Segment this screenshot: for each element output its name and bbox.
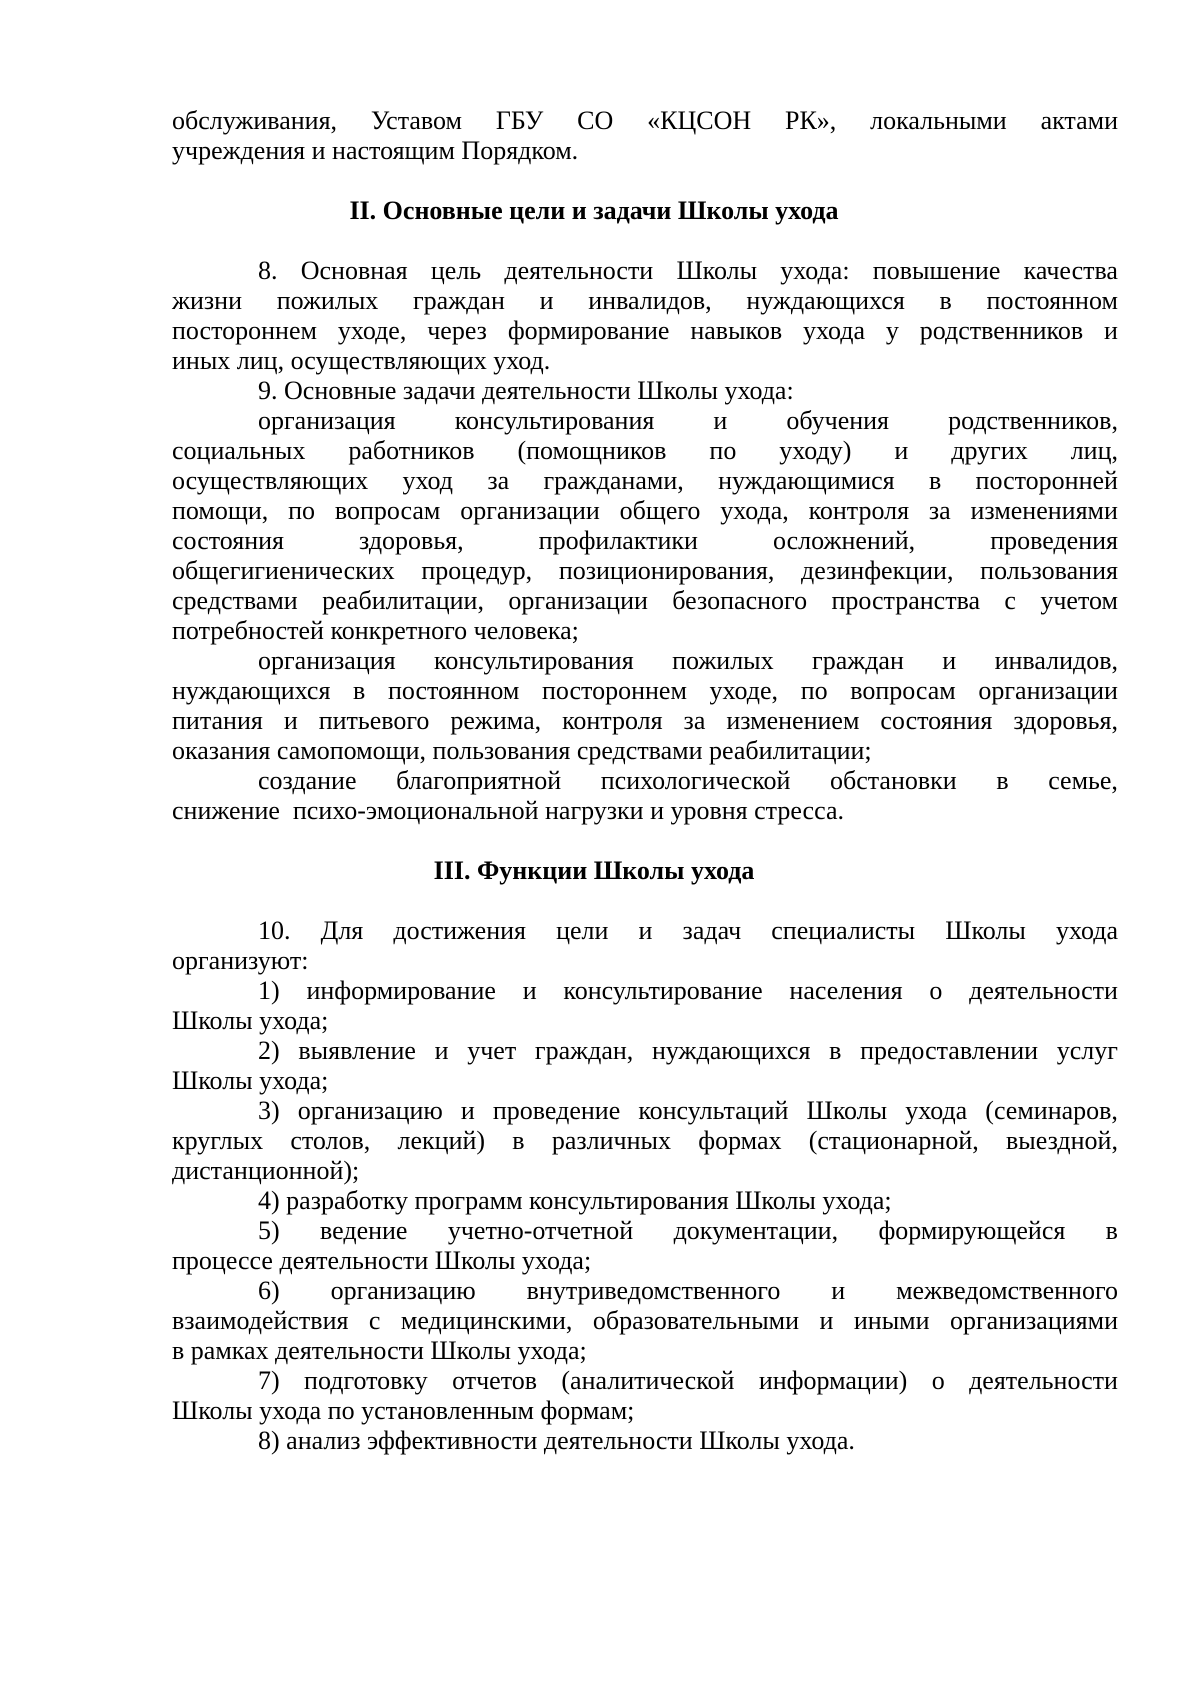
word: граждан, [534, 1036, 634, 1065]
text-line [172, 436, 1118, 466]
word: осуществляющих [172, 466, 369, 495]
text-line: Школы ухода; [172, 1006, 329, 1035]
list-item-6 [172, 1276, 1118, 1366]
text-line [172, 286, 1118, 316]
text-line [172, 706, 1118, 736]
word: создание [258, 766, 357, 795]
word: за [928, 496, 951, 525]
word: процедур, [421, 556, 533, 585]
word: здоровья, [359, 526, 464, 555]
word: (стационарной, [808, 1126, 979, 1155]
text-line [172, 496, 1118, 526]
word: 7) [258, 1366, 280, 1395]
text-line [172, 766, 1118, 796]
text-line: организуют: [172, 946, 309, 975]
section-heading: II. Основные цели и задачи Школы ухода [349, 196, 839, 225]
word: достижения [393, 916, 526, 945]
word: вопросам [850, 676, 956, 705]
word: Основная [300, 256, 408, 285]
word: образовательными [592, 1306, 800, 1335]
word: консультирование [563, 976, 763, 1005]
word: жизни [172, 286, 242, 315]
word: о [931, 1366, 945, 1395]
word: медицинскими, [400, 1306, 573, 1335]
word: формирующейся [878, 1216, 1066, 1245]
word: специалисты [771, 916, 916, 945]
word: благоприятной [396, 766, 562, 795]
word: уходу) [779, 436, 852, 465]
word: цели [556, 916, 609, 945]
section-functions [172, 856, 1118, 1456]
word: психологической [600, 766, 791, 795]
document-body [172, 106, 1118, 1456]
word: и [1104, 316, 1118, 345]
word: формирование [507, 316, 670, 345]
word: и [460, 1096, 475, 1125]
word: (помощников [517, 436, 667, 465]
word: у [885, 316, 899, 345]
paragraph-task-1 [172, 406, 1118, 646]
word: РК», [784, 106, 837, 135]
word: и [539, 286, 554, 315]
word: организацию [297, 1096, 443, 1125]
text-line: в рамках деятельности Школы ухода; [172, 1336, 587, 1365]
word: взаимодействия [172, 1306, 349, 1335]
word: безопасного [672, 586, 808, 615]
word: внутриведомственного [526, 1276, 781, 1305]
word: обучения [786, 406, 890, 435]
word: пространства [831, 586, 981, 615]
text-line: Школы ухода по установленным формам; [172, 1396, 635, 1425]
word: консультаций [638, 1096, 789, 1125]
word: услуг [1056, 1036, 1118, 1065]
list-item-3 [172, 1096, 1118, 1186]
word: и [831, 1276, 846, 1305]
text-line [172, 586, 1118, 616]
word: различных [551, 1126, 671, 1155]
word: формах [698, 1126, 782, 1155]
word: организация [258, 646, 396, 675]
word: пожилых [276, 286, 379, 315]
word: Уставом [370, 106, 462, 135]
word: позиционирования, [558, 556, 775, 585]
word: изменением [726, 706, 860, 735]
word: инвалидов, [994, 646, 1118, 675]
word: деятельности [504, 256, 654, 285]
word: выездной, [1006, 1126, 1118, 1155]
word: профилактики [538, 526, 698, 555]
paragraph-9 [172, 376, 1118, 406]
word: проведения [990, 526, 1118, 555]
word: организации [978, 676, 1118, 705]
word: контроля [808, 496, 910, 525]
word: населения [789, 976, 903, 1005]
word: и [434, 1036, 449, 1065]
word: гражданами, [543, 466, 684, 495]
word: Для [320, 916, 364, 945]
text-line [172, 556, 1118, 586]
word: в [829, 1036, 842, 1065]
section-heading: III. Функции Школы ухода [433, 856, 755, 885]
word: инвалидов, [588, 286, 712, 315]
text-line [172, 466, 1118, 496]
text-line [172, 316, 1118, 346]
word: в [353, 676, 366, 705]
word: ухода, [720, 496, 789, 525]
word: 2) [258, 1036, 280, 1065]
word: питания [172, 706, 263, 735]
word: информации) [758, 1366, 908, 1395]
text-line [172, 1366, 1118, 1396]
word: и [522, 976, 537, 1005]
word: учетно-отчетной [447, 1216, 634, 1245]
list-item-4 [172, 1186, 1118, 1216]
word: вопросам [334, 496, 441, 525]
word: организации [460, 496, 600, 525]
word: в [512, 1126, 525, 1155]
word: реабилитации, [322, 586, 484, 615]
word: с [1004, 586, 1016, 615]
word: по [709, 436, 737, 465]
text-line: 8) анализ эффективности деятельности Школы ухода. [258, 1426, 855, 1455]
word: уходе, [337, 316, 407, 345]
word: лиц, [1070, 436, 1118, 465]
word: в [939, 286, 952, 315]
word: и [894, 436, 909, 465]
word: иными [853, 1306, 930, 1335]
word: уход [402, 466, 454, 495]
word: повышение [872, 256, 1001, 285]
paragraph-task-3 [172, 766, 1118, 826]
word: за [487, 466, 510, 495]
word: организацию [330, 1276, 476, 1305]
word: постороннем [541, 676, 687, 705]
word: в [996, 766, 1009, 795]
text-line [172, 1306, 1118, 1336]
text-line [172, 646, 1118, 676]
word: предоставлении [860, 1036, 1039, 1065]
word: информирование [306, 976, 496, 1005]
word: ухода [803, 316, 866, 345]
text-line [172, 1216, 1118, 1246]
word: обслуживания, [172, 106, 338, 135]
list-item-2 [172, 1036, 1118, 1096]
word: и [283, 706, 298, 735]
text-line [172, 1096, 1118, 1126]
list-item-8 [172, 1426, 1118, 1456]
word: 8. [258, 256, 278, 285]
word: состояния [172, 526, 284, 555]
word: нуждающихся [746, 286, 905, 315]
paragraph-10 [172, 916, 1118, 976]
word: Школы [945, 916, 1026, 945]
word: столов, [290, 1126, 371, 1155]
word: (аналитической [561, 1366, 735, 1395]
word: постороннем [172, 316, 317, 345]
text-line [172, 1036, 1118, 1066]
word: через [427, 316, 487, 345]
word: ухода [1055, 916, 1118, 945]
word: нуждающихся [651, 1036, 811, 1065]
word: консультирования [454, 406, 655, 435]
list-item-7 [172, 1366, 1118, 1426]
word: 6) [258, 1276, 280, 1305]
text-line: снижение психо-эмоциональной нагрузки и уровня стресса. [172, 796, 844, 825]
word: консультирования [434, 646, 634, 675]
word: документации, [673, 1216, 839, 1245]
text-line: потребностей конкретного человека; [172, 616, 579, 645]
word: и [638, 916, 653, 945]
word: режима, [450, 706, 542, 735]
word: подготовку [304, 1366, 428, 1395]
word: работников [348, 436, 475, 465]
word: родственников [919, 316, 1084, 345]
word: и [713, 406, 728, 435]
word: изменениями [970, 496, 1118, 525]
word: ГБУ [495, 106, 544, 135]
word: за [683, 706, 706, 735]
word: в [928, 466, 942, 495]
paragraph-intro [172, 106, 1118, 166]
word: здоровья, [1013, 706, 1118, 735]
text-line: 4) разработку программ консультирования Школы ухода; [258, 1186, 892, 1215]
word: межведомственного [896, 1276, 1118, 1305]
word: ухода: [780, 256, 850, 285]
word: 10. [258, 916, 291, 945]
word: нуждающихся [172, 676, 331, 705]
word: постоянном [986, 286, 1118, 315]
text-line: 9. Основные задачи деятельности Школы ухода: [258, 376, 794, 405]
word: выявление [298, 1036, 416, 1065]
word: средствами [172, 586, 298, 615]
word: Школы [806, 1096, 888, 1125]
text-line [172, 406, 1118, 436]
word: деятельности [969, 1366, 1118, 1395]
text-line: оказания самопомощи, пользования средствами реабилитации; [172, 736, 872, 765]
text-line [172, 1126, 1118, 1156]
word: дезинфекции, [801, 556, 954, 585]
word: родственников, [948, 406, 1118, 435]
text-line: процессе деятельности Школы ухода; [172, 1246, 592, 1275]
word: нуждающимися [718, 466, 895, 495]
word: ухода [905, 1096, 968, 1125]
text-line: дистанционной); [172, 1156, 360, 1185]
word: о [929, 976, 943, 1005]
word: учетом [1040, 586, 1118, 615]
word: в [1105, 1216, 1118, 1245]
text-line [172, 1276, 1118, 1306]
word: организации [508, 586, 648, 615]
word: 3) [258, 1096, 280, 1125]
word: 5) [258, 1216, 280, 1245]
word: и [819, 1306, 834, 1335]
word: общегигиенических [172, 556, 395, 585]
word: Школы [676, 256, 758, 285]
word: пожилых [672, 646, 774, 675]
list-item-1 [172, 976, 1118, 1036]
word: организациями [949, 1306, 1118, 1335]
word: и [942, 646, 957, 675]
word: по [288, 496, 316, 525]
word: по [800, 676, 828, 705]
text-line: Школы ухода; [172, 1066, 329, 1095]
text-line [172, 976, 1118, 1006]
word: деятельности [969, 976, 1118, 1005]
word: посторонней [975, 466, 1118, 495]
word: граждан [413, 286, 505, 315]
word: постоянном [387, 676, 520, 705]
word: 1) [258, 976, 280, 1005]
word: лекций) [397, 1126, 486, 1155]
word: актами [1040, 106, 1118, 135]
word: цель [430, 256, 482, 285]
word: учет [467, 1036, 517, 1065]
word: состояния [880, 706, 993, 735]
word: ведение [320, 1216, 408, 1245]
paragraph-task-2 [172, 646, 1118, 766]
text-line: иных лиц, осуществляющих уход. [172, 346, 551, 375]
list-item-5 [172, 1216, 1118, 1276]
word: задач [682, 916, 742, 945]
text-line [172, 526, 1118, 556]
word: питьевого [318, 706, 430, 735]
word: других [951, 436, 1028, 465]
paragraph-8 [172, 256, 1118, 376]
word: помощи, [172, 496, 269, 525]
word: проведение [492, 1096, 621, 1125]
text-line: учреждения и настоящим Порядком. [172, 136, 579, 165]
word: «КЦСОН [647, 106, 752, 135]
word: локальными [870, 106, 1007, 135]
word: качества [1023, 256, 1118, 285]
word: общего [619, 496, 701, 525]
word: пользования [980, 556, 1118, 585]
word: навыков [690, 316, 783, 345]
word: обстановки [829, 766, 957, 795]
word: контроля [562, 706, 663, 735]
text-line [172, 256, 1118, 286]
word: отчетов [452, 1366, 537, 1395]
word: осложнений, [772, 526, 916, 555]
word: уходе, [709, 676, 779, 705]
word: семье, [1048, 766, 1118, 795]
word: социальных [172, 436, 306, 465]
text-line [172, 676, 1118, 706]
word: с [368, 1306, 381, 1335]
word: организация [258, 406, 396, 435]
word: СО [577, 106, 614, 135]
section-goals [172, 196, 1118, 826]
text-line [172, 106, 1118, 136]
text-line [172, 916, 1118, 946]
word: граждан [812, 646, 904, 675]
word: круглых [172, 1126, 264, 1155]
word: (семинаров, [985, 1096, 1118, 1125]
